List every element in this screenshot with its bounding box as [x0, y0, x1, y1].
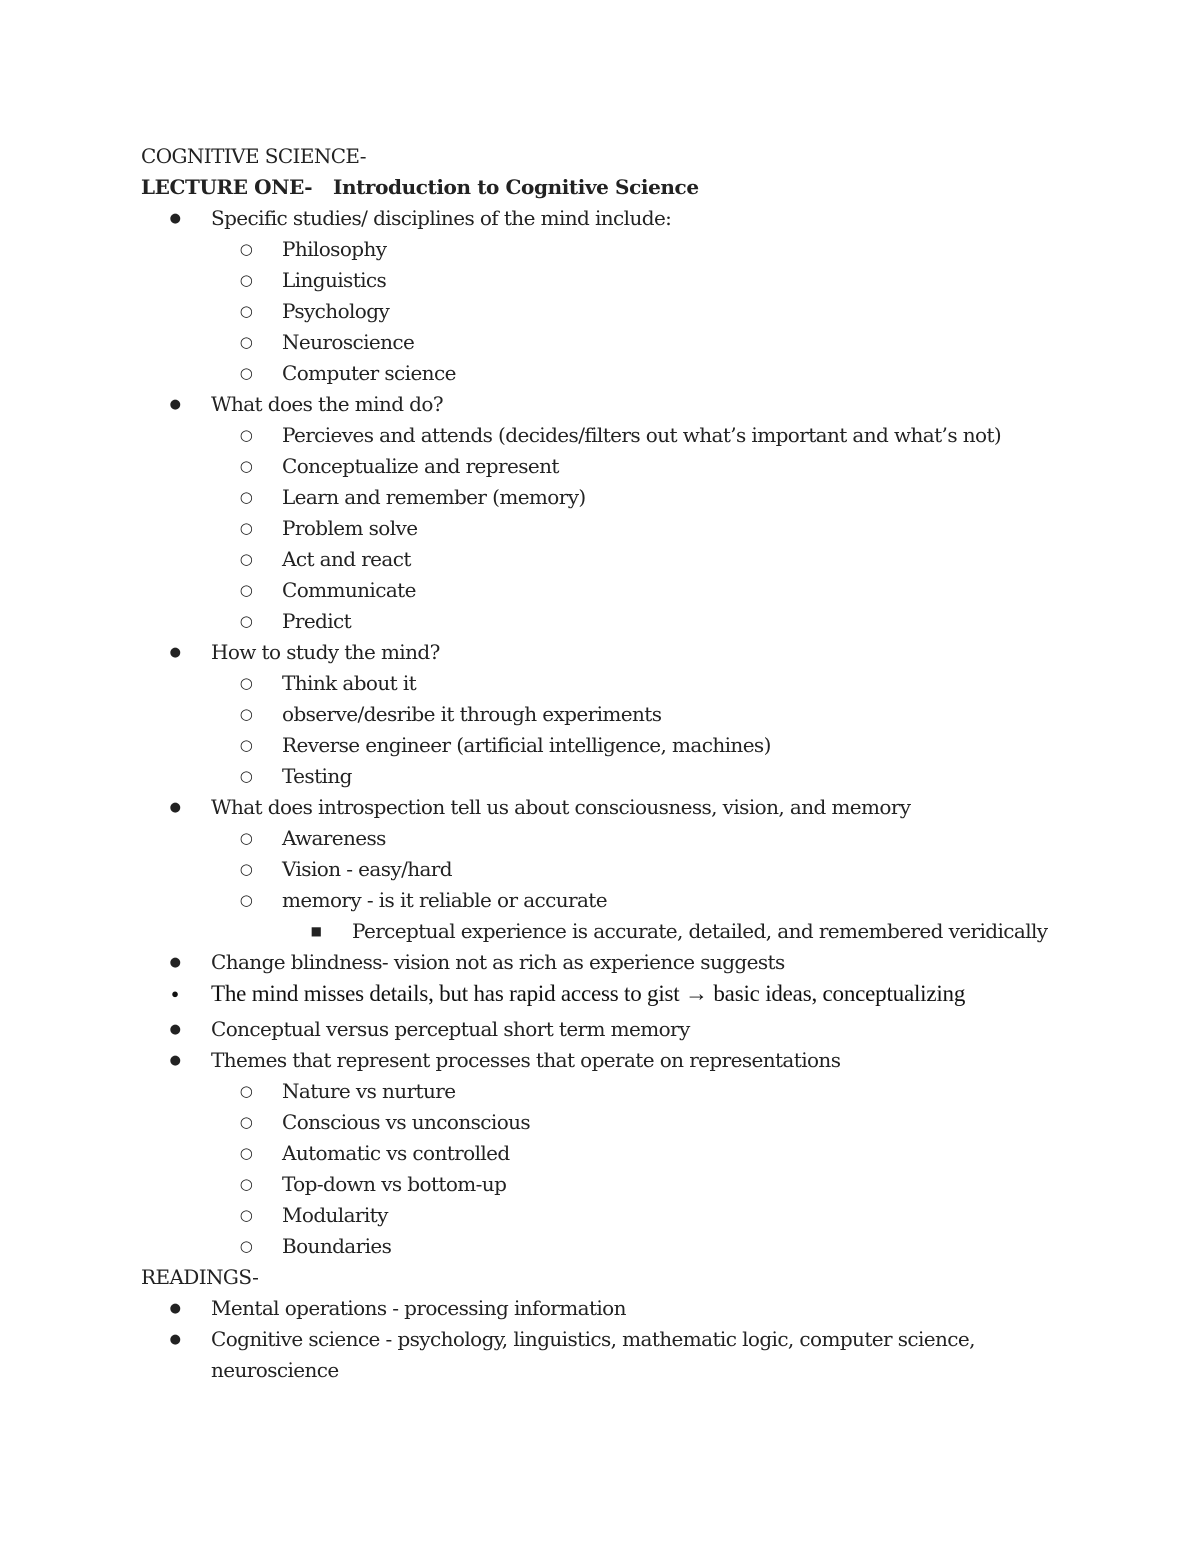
bullet-icon: ○ — [239, 860, 253, 878]
list-item-text: Automatic vs controlled — [282, 1141, 510, 1165]
list-item-text: Conceptualize and represent — [282, 454, 559, 478]
bullet-icon: ○ — [239, 426, 253, 444]
bullet-icon: ● — [169, 800, 181, 815]
list-item-text: Nature vs nurture — [282, 1079, 456, 1103]
list-item-text: Philosophy — [282, 237, 387, 261]
list-item-text: Boundaries — [282, 1234, 392, 1258]
list-item-text: Conceptual versus perceptual short term memory — [211, 1017, 690, 1041]
bullet-icon: ○ — [239, 1237, 253, 1255]
lecture-title: Introduction to Cognitive Science — [333, 175, 699, 199]
bullet-icon: ○ — [239, 612, 253, 630]
list-item-text: Learn and remember (memory) — [282, 485, 586, 509]
bullet-icon: ○ — [239, 1082, 253, 1100]
list-item-text: Problem solve — [282, 516, 418, 540]
readings-title: READINGS- — [141, 1265, 259, 1289]
bullet-icon: ○ — [239, 1113, 253, 1131]
list-item-text: Awareness — [282, 826, 386, 850]
list-item-text: Neuroscience — [282, 330, 415, 354]
list-item-text: Testing — [282, 764, 352, 788]
list-item-text: Specific studies/ disciplines of the mind include: — [211, 206, 672, 230]
list-item-text: Predict — [282, 609, 352, 633]
list-item-text: observe/desribe it through experiments — [282, 702, 662, 726]
list-item-text: What does the mind do? — [211, 392, 443, 416]
list-item-text: Conscious vs unconscious — [282, 1110, 531, 1134]
bullet-icon: ○ — [239, 829, 253, 847]
course-title-text: COGNITIVE SCIENCE- — [141, 144, 366, 168]
bullet-icon: ○ — [239, 364, 253, 382]
bullet-icon: ○ — [239, 240, 253, 258]
list-item-text: Communicate — [282, 578, 416, 602]
bullet-icon: ○ — [239, 488, 253, 506]
bullet-icon: ○ — [239, 581, 253, 599]
list-item-text: Act and react — [282, 547, 411, 571]
bullet-icon: ○ — [239, 333, 253, 351]
bullet-icon: ● — [169, 1332, 181, 1347]
list-item-text: Mental operations - processing information — [211, 1296, 626, 1320]
bullet-icon: ○ — [239, 736, 253, 754]
bullet-icon: ○ — [239, 550, 253, 568]
list-item-text: Perceptual experience is accurate, detailed, and remembered veridically — [352, 919, 1048, 943]
list-item-text: Themes that represent processes that operate on representations — [211, 1048, 841, 1072]
bullet-icon: ○ — [239, 1206, 253, 1224]
list-item-text: Psychology — [282, 299, 390, 323]
bullet-icon: ● — [169, 211, 181, 226]
bullet-icon: ○ — [239, 705, 253, 723]
bullet-icon: ○ — [239, 457, 253, 475]
bullet-icon: ○ — [239, 767, 253, 785]
list-item-text: Top-down vs bottom-up — [282, 1172, 507, 1196]
bullet-icon: ● — [169, 397, 181, 412]
bullet-icon: ○ — [239, 891, 253, 909]
list-item-text: Change blindness- vision not as rich as experience suggests — [211, 950, 785, 974]
list-item-text: Percieves and attends (decides/filters out what’s important and what’s not) — [282, 423, 1002, 447]
bullet-icon: ● — [169, 1022, 181, 1037]
list-item-text: neuroscience — [211, 1358, 339, 1382]
bullet-icon: ○ — [239, 1144, 253, 1162]
bullet-icon: ○ — [239, 1175, 253, 1193]
bullet-icon: ● — [169, 1301, 181, 1316]
list-item-text: What does introspection tell us about consciousness, vision, and memory — [211, 795, 911, 819]
list-item-text: Think about it — [282, 671, 417, 695]
bullet-icon: ○ — [239, 302, 253, 320]
list-item-text: Reverse engineer (artificial intelligence, machines) — [282, 733, 771, 757]
bullet-icon: ■ — [310, 924, 322, 938]
list-item-text: The mind misses details, but has rapid access to gist → basic ideas, conceptualizing — [211, 981, 966, 1006]
bullet-icon: ● — [169, 955, 181, 970]
list-item-text: Cognitive science - psychology, linguistics, mathematic logic, computer science, — [211, 1327, 975, 1351]
bullet-icon: ● — [169, 645, 181, 660]
bullet-icon: ○ — [239, 674, 253, 692]
list-item-text: memory - is it reliable or accurate — [282, 888, 607, 912]
bullet-icon: ○ — [239, 271, 253, 289]
bullet-icon: ● — [171, 986, 179, 1001]
list-item-text: Computer science — [282, 361, 456, 385]
bullet-icon: ● — [169, 1053, 181, 1068]
lecture-label: LECTURE ONE- — [141, 175, 313, 199]
list-item-text: Linguistics — [282, 268, 387, 292]
list-item-text: Vision - easy/hard — [282, 857, 452, 881]
list-item-text: Modularity — [282, 1203, 388, 1227]
list-item-text: How to study the mind? — [211, 640, 440, 664]
bullet-icon: ○ — [239, 519, 253, 537]
